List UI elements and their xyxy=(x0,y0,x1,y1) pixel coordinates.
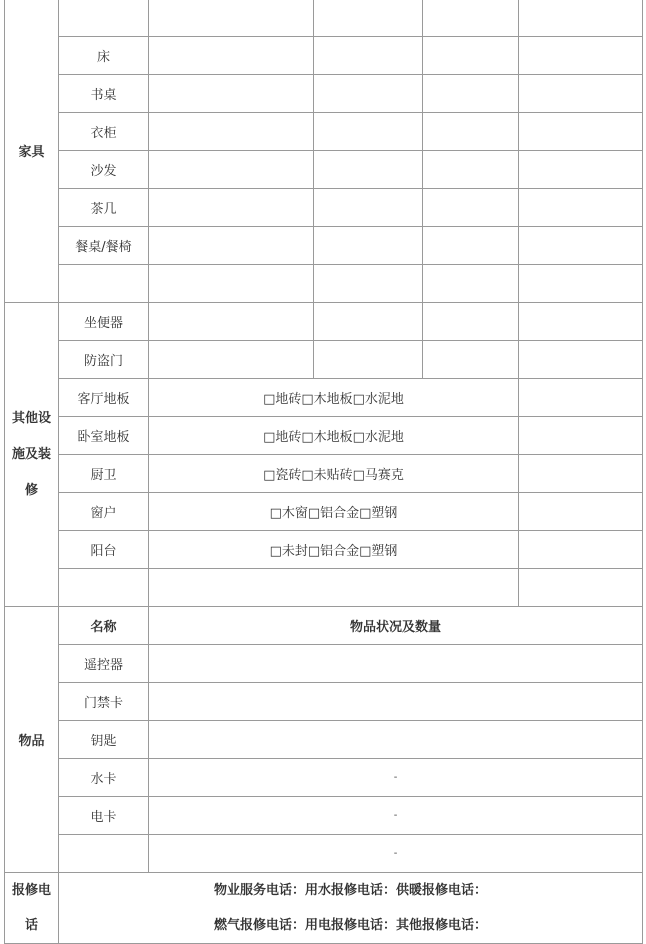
items-header-name: 名称 xyxy=(59,607,149,645)
facility-options: □未封□铝合金□塑钢 xyxy=(149,531,519,569)
table-row xyxy=(5,0,643,37)
facility-name: 窗户 xyxy=(59,493,149,531)
item-status xyxy=(149,645,643,683)
table-row xyxy=(5,569,643,607)
facility-name: 厨卫 xyxy=(59,455,149,493)
facility-options xyxy=(149,569,519,607)
table-row xyxy=(5,797,643,835)
table-row xyxy=(5,417,643,455)
items-header-status: 物品状况及数量 xyxy=(149,607,643,645)
item-status xyxy=(149,721,643,759)
items-section-label: 物品 xyxy=(5,607,59,873)
item-name: 钥匙 xyxy=(59,721,149,759)
item-name: 水卡 xyxy=(59,759,149,797)
facility-options: □木窗□铝合金□塑钢 xyxy=(149,493,519,531)
table-row xyxy=(5,379,643,417)
table-row xyxy=(5,113,643,151)
furniture-section-label: 家具 xyxy=(5,0,59,303)
table-row xyxy=(5,721,643,759)
table-row xyxy=(5,759,643,797)
table-row xyxy=(5,493,643,531)
item-name: 餐桌/餐椅 xyxy=(59,227,149,265)
facility-name xyxy=(59,569,149,607)
table-row xyxy=(5,341,643,379)
item-status xyxy=(149,683,643,721)
item-status: - xyxy=(149,759,643,797)
item-name: 沙发 xyxy=(59,151,149,189)
table-row xyxy=(5,835,643,873)
table-row xyxy=(5,303,643,341)
table-row xyxy=(5,607,643,645)
table-row xyxy=(5,75,643,113)
item-name: 遥控器 xyxy=(59,645,149,683)
repair-phones xyxy=(59,873,643,944)
table-row xyxy=(5,683,643,721)
table-row xyxy=(5,873,643,944)
item-name: 茶几 xyxy=(59,189,149,227)
facilities-section-label xyxy=(5,303,59,607)
facility-options: □地砖□木地板□水泥地 xyxy=(149,379,519,417)
item-name: 门禁卡 xyxy=(59,683,149,721)
facility-name: 防盗门 xyxy=(59,341,149,379)
facility-options: □瓷砖□未贴砖□马赛克 xyxy=(149,455,519,493)
item-name: 衣柜 xyxy=(59,113,149,151)
table-row xyxy=(5,227,643,265)
item-name xyxy=(59,265,149,303)
repair-label-line: 话 xyxy=(24,918,38,933)
repair-label-line: 报修电 xyxy=(11,883,51,898)
facilities-label-line: 施及装 xyxy=(11,446,51,462)
repair-section-label xyxy=(5,873,59,944)
item-name: 书桌 xyxy=(59,75,149,113)
table-row xyxy=(5,645,643,683)
item-name: 床 xyxy=(59,37,149,75)
table-row xyxy=(5,531,643,569)
facility-name: 阳台 xyxy=(59,531,149,569)
facility-name: 坐便器 xyxy=(59,303,149,341)
repair-phone-line-2: 燃气报修电话：用电报修电话：其他报修电话： xyxy=(213,918,487,933)
table-row xyxy=(5,455,643,493)
item-name xyxy=(59,835,149,873)
facility-options: □地砖□木地板□水泥地 xyxy=(149,417,519,455)
table-row xyxy=(5,37,643,75)
table-row xyxy=(5,151,643,189)
facilities-label-line: 修 xyxy=(24,482,38,498)
item-status: - xyxy=(149,797,643,835)
handover-table xyxy=(4,0,643,944)
facilities-label-line: 其他设 xyxy=(11,410,51,426)
repair-phone-line-1: 物业服务电话：用水报修电话：供暖报修电话： xyxy=(213,883,487,898)
facility-name: 卧室地板 xyxy=(59,417,149,455)
table-row xyxy=(5,189,643,227)
item-name: 电卡 xyxy=(59,797,149,835)
empty-cell xyxy=(59,0,149,37)
facility-name: 客厅地板 xyxy=(59,379,149,417)
item-status: - xyxy=(149,835,643,873)
table-row xyxy=(5,265,643,303)
